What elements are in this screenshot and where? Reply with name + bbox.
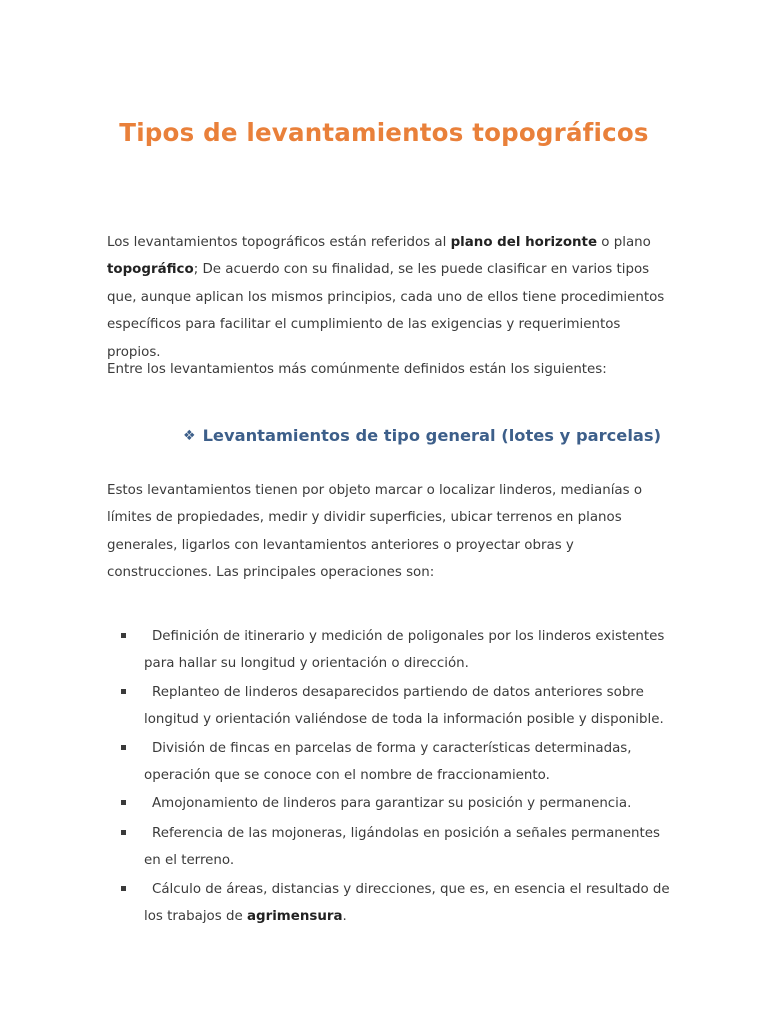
- section-heading-text: Levantamientos de tipo general (lotes y parcelas): [202, 426, 662, 445]
- square-bullet-icon: [121, 745, 126, 750]
- operation-text-tail: .: [342, 909, 347, 925]
- operation-text: [144, 679, 674, 734]
- intro-bold-plano-horizonte: plano del horizonte: [450, 235, 598, 250]
- square-bullet-icon: [121, 633, 126, 638]
- operation-text-main: Cálculo de áreas, distancias y direcciones, que es, en esencia el resultado de los trabajos de: [144, 882, 670, 925]
- operation-text: [144, 623, 674, 678]
- intro-paragraph: [107, 229, 667, 366]
- square-bullet-icon: [121, 886, 126, 891]
- diamond-bullet-icon: ❖: [183, 428, 196, 444]
- operation-text: [144, 876, 674, 931]
- operation-text-main: División de fincas en parcelas de forma y características determinadas, operación que se conoce con el nombre de fraccionamiento.: [144, 741, 632, 784]
- intro-bold-topografico: topográfico: [107, 262, 194, 278]
- intro-text-3: ; De acuerdo con su finalidad, se les puede clasificar en varios tipos que, aunque aplican los mismos principios, cada uno de ellos tiene procedimientos específicos para facilitar el cumplimiento de las exigencias y requerimientos propios.: [107, 262, 665, 360]
- square-bullet-icon: [121, 830, 126, 835]
- intro-followup-paragraph: Entre los levantamientos más comúnmente definidos están los siguientes:: [107, 362, 607, 377]
- page-title: Tipos de levantamientos topográficos: [119, 118, 649, 147]
- operation-text: [144, 735, 674, 790]
- square-bullet-icon: [121, 689, 126, 694]
- section-description: Estos levantamientos tienen por objeto marcar o localizar linderos, medianías o límites de propiedades, medir y dividir superficies, ubicar terrenos en planos generales, ligarlos con levantamientos anteriores o proyectar obras y construcciones. Las principales operaciones son:: [107, 483, 643, 581]
- intro-text-2: o plano: [597, 235, 651, 250]
- operation-text: [144, 790, 674, 817]
- operation-text-main: Replanteo de linderos desaparecidos partiendo de datos anteriores sobre longitud y orientación valiéndose de toda la información posible y disponible.: [144, 685, 664, 728]
- square-bullet-icon: [121, 800, 126, 805]
- intro-text-1: Los levantamientos topográficos están referidos al: [107, 235, 451, 250]
- section-heading: [183, 426, 661, 445]
- operation-text-bold: agrimensura: [246, 909, 343, 925]
- operation-text-main: Referencia de las mojoneras, ligándolas en posición a señales permanentes en el terreno.: [144, 826, 660, 869]
- operation-text-main: Amojonamiento de linderos para garantizar su posición y permanencia.: [152, 796, 632, 811]
- operation-text: [144, 820, 674, 875]
- operation-text-main: Definición de itinerario y medición de poligonales por los linderos existentes para hallar su longitud y orientación o dirección.: [144, 629, 665, 672]
